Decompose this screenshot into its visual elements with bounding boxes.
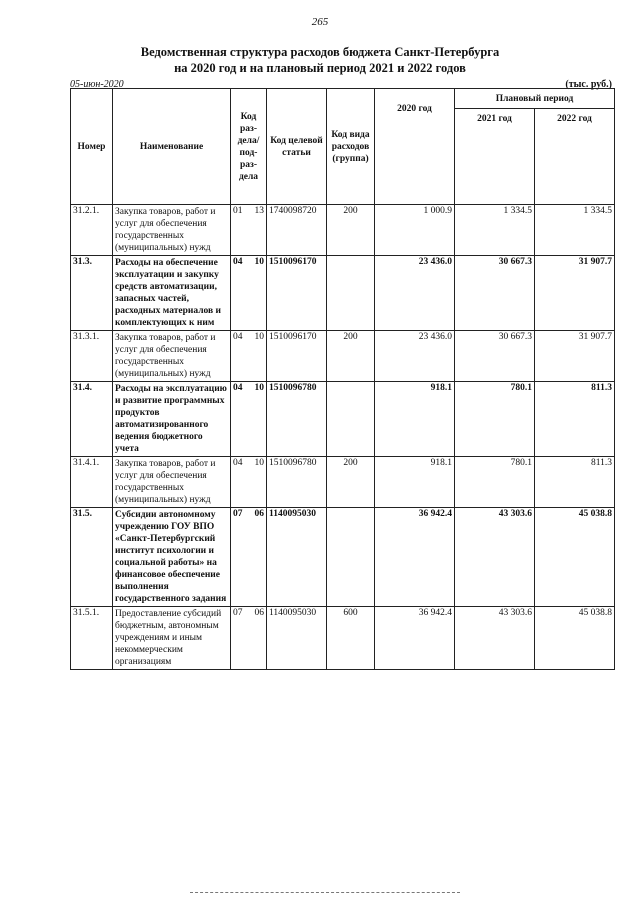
header-2020: 2020 год xyxy=(375,89,455,205)
row-target-code: 1140095030 xyxy=(267,508,327,607)
row-section xyxy=(231,607,267,670)
header-planned-period: Плановый период xyxy=(455,89,615,109)
row-section xyxy=(231,256,267,331)
table-row xyxy=(71,331,615,382)
section-code: 04 xyxy=(233,257,243,267)
row-number: 31.3.1. xyxy=(71,331,113,382)
subsection-code: 10 xyxy=(254,257,264,267)
table-row xyxy=(71,256,615,331)
row-2020: 23 436.0 xyxy=(375,256,455,331)
row-section xyxy=(231,457,267,508)
header-2021: 2021 год xyxy=(455,109,535,205)
header-row xyxy=(71,89,615,109)
row-2021: 30 667.3 xyxy=(455,331,535,382)
title-line-2: на 2020 год и на плановый период 2021 и 2022 годов xyxy=(174,61,466,75)
table-row xyxy=(71,457,615,508)
section-code: 07 xyxy=(233,509,243,519)
row-2020: 23 436.0 xyxy=(375,331,455,382)
row-2021: 780.1 xyxy=(455,382,535,457)
row-expense-type: 200 xyxy=(327,205,375,256)
row-2021: 30 667.3 xyxy=(455,256,535,331)
subsection-code: 10 xyxy=(254,458,264,468)
row-expense-type: 200 xyxy=(327,457,375,508)
row-expense-type: 200 xyxy=(327,331,375,382)
page-number: 265 xyxy=(311,16,329,28)
header-expense-type: Код вида расходов (группа) xyxy=(327,89,375,205)
row-section xyxy=(231,508,267,607)
subsection-code: 13 xyxy=(254,206,264,216)
row-name: Предоставление субсидий бюджетным, автономным учреждениям и иным некоммерческим организациям xyxy=(113,607,231,670)
section-code: 04 xyxy=(233,458,243,468)
document-title xyxy=(0,44,640,76)
row-name: Закупка товаров, работ и услуг для обеспечения государственных (муниципальных) нужд xyxy=(113,205,231,256)
row-2020: 36 942.4 xyxy=(375,607,455,670)
header-name: Наименование xyxy=(113,89,231,205)
table-row xyxy=(71,607,615,670)
row-section xyxy=(231,382,267,457)
footer-divider xyxy=(190,892,460,894)
row-name: Расходы на обеспечение эксплуатации и закупку средств автоматизации, запасных частей, расходных материалов и комплектующих к ним xyxy=(113,256,231,331)
row-2022: 31 907.7 xyxy=(535,256,615,331)
row-number: 31.4. xyxy=(71,382,113,457)
row-2020: 1 000.9 xyxy=(375,205,455,256)
row-target-code: 1510096780 xyxy=(267,382,327,457)
section-code: 07 xyxy=(233,608,243,618)
row-expense-type: 600 xyxy=(327,607,375,670)
row-2022: 45 038.8 xyxy=(535,508,615,607)
row-2020: 36 942.4 xyxy=(375,508,455,607)
title-line-1: Ведомственная структура расходов бюджета Санкт-Петербурга xyxy=(140,45,500,59)
row-target-code: 1740098720 xyxy=(267,205,327,256)
row-section xyxy=(231,331,267,382)
row-2022: 811.3 xyxy=(535,382,615,457)
section-code: 04 xyxy=(233,383,243,393)
row-2022: 811.3 xyxy=(535,457,615,508)
budget-table xyxy=(70,88,615,670)
row-section xyxy=(231,205,267,256)
row-2021: 43 303.6 xyxy=(455,508,535,607)
table-row xyxy=(71,382,615,457)
subsection-code: 06 xyxy=(254,509,264,519)
units-label: (тыс. руб.) xyxy=(565,79,612,90)
row-name: Закупка товаров, работ и услуг для обеспечения государственных (муниципальных) нужд xyxy=(113,457,231,508)
row-name: Расходы на эксплуатацию и развитие программных продуктов автоматизированного ведения бюджетного учета xyxy=(113,382,231,457)
row-number: 31.5.1. xyxy=(71,607,113,670)
row-2022: 1 334.5 xyxy=(535,205,615,256)
row-number: 31.2.1. xyxy=(71,205,113,256)
row-number: 31.4.1. xyxy=(71,457,113,508)
row-expense-type xyxy=(327,508,375,607)
row-target-code: 1510096780 xyxy=(267,457,327,508)
header-number: Номер xyxy=(71,89,113,205)
row-number: 31.3. xyxy=(71,256,113,331)
header-2022: 2022 год xyxy=(535,109,615,205)
row-2020: 918.1 xyxy=(375,457,455,508)
row-2021: 43 303.6 xyxy=(455,607,535,670)
header-target: Код целевой статьи xyxy=(267,89,327,205)
row-2020: 918.1 xyxy=(375,382,455,457)
subsection-code: 10 xyxy=(254,383,264,393)
section-code: 04 xyxy=(233,332,243,342)
subsection-code: 10 xyxy=(254,332,264,342)
table-body xyxy=(71,205,615,670)
row-name: Субсидии автономному учреждению ГОУ ВПО «Санкт-Петербургский институт психологии и социальной работы» на финансовое обеспечение выполнения государственного задания xyxy=(113,508,231,607)
document-date: 05-июн-2020 xyxy=(70,79,124,90)
table-row xyxy=(71,508,615,607)
table-row xyxy=(71,205,615,256)
row-2022: 45 038.8 xyxy=(535,607,615,670)
row-2022: 31 907.7 xyxy=(535,331,615,382)
header-section: Код раз-дела/ под-раз-дела xyxy=(231,89,267,205)
row-2021: 780.1 xyxy=(455,457,535,508)
row-target-code: 1140095030 xyxy=(267,607,327,670)
row-target-code: 1510096170 xyxy=(267,331,327,382)
row-expense-type xyxy=(327,382,375,457)
row-name: Закупка товаров, работ и услуг для обеспечения государственных (муниципальных) нужд xyxy=(113,331,231,382)
row-target-code: 1510096170 xyxy=(267,256,327,331)
row-number: 31.5. xyxy=(71,508,113,607)
section-code: 01 xyxy=(233,206,243,216)
subsection-code: 06 xyxy=(254,608,264,618)
row-expense-type xyxy=(327,256,375,331)
row-2021: 1 334.5 xyxy=(455,205,535,256)
